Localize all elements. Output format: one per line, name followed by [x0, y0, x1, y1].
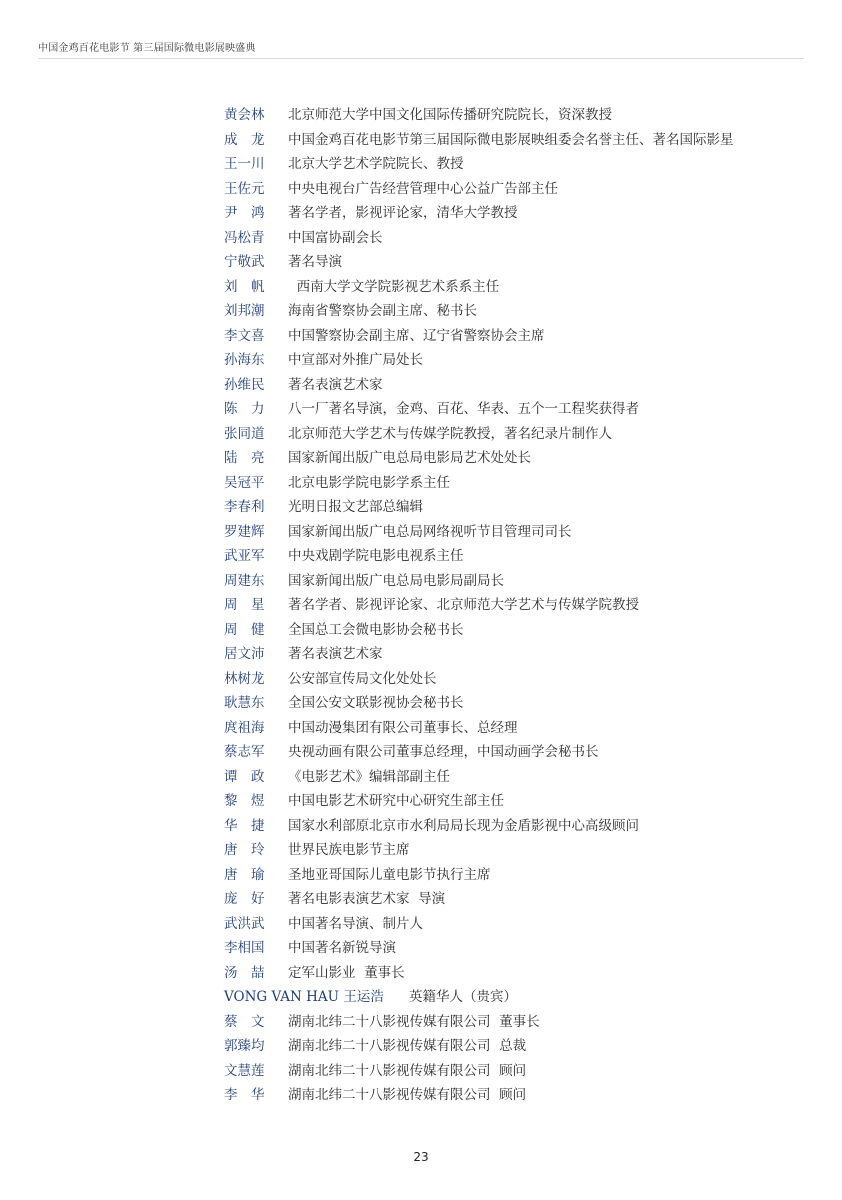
member-row	[224, 397, 814, 422]
member-row	[224, 446, 814, 471]
member-row	[224, 495, 814, 520]
member-name: 汤 喆	[224, 964, 265, 981]
member-row	[224, 348, 814, 373]
member-title: 国家新闻出版广电总局电影局艺术处处长	[288, 450, 531, 466]
member-name: 耿慧东	[224, 695, 265, 711]
member-title: 著名表演艺术家	[288, 376, 383, 393]
member-name: 蔡 文	[224, 1013, 265, 1030]
member-title: 中国金鸡百花电影节第三届国际微电影展映组委会名誉主任、著名国际影星	[288, 131, 734, 148]
member-name: 庹祖海	[224, 719, 265, 736]
member-title: 国家水利部原北京市水利局局长现为金盾影视中心高级顾问	[288, 817, 639, 834]
member-title: 英籍华人（贵宾）	[391, 989, 518, 1005]
member-title: 中国电影艺术研究中心研究生部主任	[288, 793, 504, 809]
member-row	[224, 593, 814, 618]
member-row	[224, 569, 814, 594]
member-title: 著名电影表演艺术家 导演	[288, 891, 446, 907]
member-title: 八一厂著名导演，金鸡、百花、华表、五个一工程奖获得者	[288, 401, 639, 417]
member-row	[224, 691, 814, 716]
member-title: 西南大学文学院影视艺术系系主任	[288, 278, 500, 295]
member-title: 中宣部对外推广局处长	[288, 352, 423, 368]
member-row	[224, 226, 814, 251]
member-name: 李春利	[224, 499, 265, 515]
member-title: 北京师范大学艺术与传媒学院教授，著名纪录片制作人	[288, 425, 612, 442]
member-row	[224, 1059, 814, 1084]
member-name: 唐 瑜	[224, 866, 265, 883]
member-name: 陈 力	[224, 401, 265, 417]
member-row	[224, 520, 814, 545]
member-row	[224, 128, 814, 153]
member-name: 林树龙	[224, 670, 265, 687]
member-name: 吴冠平	[224, 474, 265, 491]
member-title: 中央电视台广告经营管理中心公益广告部主任	[288, 180, 558, 197]
page-header: 中国金鸡百花电影节 第三届国际微电影展映盛典	[38, 43, 256, 54]
member-name: 居文沛	[224, 646, 265, 662]
member-name: 张同道	[224, 425, 265, 442]
member-title: 定军山影业 董事长	[288, 964, 405, 981]
member-title: 北京电影学院电影学系主任	[288, 474, 450, 491]
member-title: 光明日报文艺部总编辑	[288, 499, 423, 515]
member-name: 冯松青	[224, 229, 265, 246]
member-name: 郭臻均	[224, 1038, 265, 1054]
member-title: 中国著名导演、制片人	[288, 915, 423, 932]
member-name: 华 捷	[224, 817, 265, 834]
member-title: 中央戏剧学院电影电视系主任	[288, 548, 464, 564]
member-row	[224, 544, 814, 569]
member-name: 尹 鸿	[224, 205, 265, 221]
member-name: 宁敬武	[224, 254, 265, 270]
member-name: 李 华	[224, 1087, 265, 1103]
member-title: 央视动画有限公司董事总经理，中国动画学会秘书长	[288, 744, 599, 760]
member-title: 湖南北纬二十八影视传媒有限公司 董事长	[288, 1013, 540, 1030]
member-name: 唐 玲	[224, 842, 265, 858]
member-row	[224, 1010, 814, 1035]
member-name: 庞 好	[224, 891, 265, 907]
member-name: 罗建辉	[224, 523, 265, 540]
member-row	[224, 789, 814, 814]
member-name: 蔡志军	[224, 744, 265, 760]
member-title: 著名表演艺术家	[288, 646, 383, 662]
member-name: 刘邦潮	[224, 303, 265, 319]
member-row	[224, 471, 814, 496]
member-row	[224, 863, 814, 888]
member-name: 谭 政	[224, 768, 265, 785]
member-title: 公安部宣传局文化处处长	[288, 670, 437, 687]
member-name: 黄会林	[224, 107, 265, 123]
member-title: 著名导演	[288, 254, 342, 270]
member-row	[224, 1083, 814, 1108]
member-row	[224, 887, 814, 912]
member-title: 湖南北纬二十八影视传媒有限公司 总裁	[288, 1038, 527, 1054]
member-name: 周 星	[224, 597, 265, 613]
member-row	[224, 373, 814, 398]
member-name: 武亚军	[224, 548, 265, 564]
member-row	[224, 201, 814, 226]
member-name: 文慧莲	[224, 1062, 265, 1079]
member-name: 成 龙	[224, 131, 265, 148]
member-row	[224, 275, 814, 300]
page-number: 23	[413, 1150, 429, 1164]
member-row	[224, 422, 814, 447]
member-row	[224, 961, 814, 986]
member-row	[224, 103, 814, 128]
member-title: 著名学者，影视评论家，清华大学教授	[288, 205, 518, 221]
member-row	[224, 250, 814, 275]
member-title: 著名学者、影视评论家、北京师范大学艺术与传媒学院教授	[288, 597, 639, 613]
member-name: 孙维民	[224, 376, 265, 393]
member-row	[224, 642, 814, 667]
member-title: 北京大学艺术学院院长、教授	[288, 156, 464, 172]
member-name: 王一川	[224, 156, 265, 172]
member-list	[224, 103, 814, 1108]
member-name: 孙海东	[224, 352, 265, 368]
member-row	[224, 324, 814, 349]
member-row	[224, 177, 814, 202]
member-name: VONG VAN HAU 王运浩	[224, 989, 384, 1005]
member-name: 武洪武	[224, 915, 265, 932]
member-title: 中国动漫集团有限公司董事长、总经理	[288, 719, 518, 736]
member-name: 王佐元	[224, 180, 265, 197]
member-name: 黎 煜	[224, 793, 265, 809]
member-row	[224, 740, 814, 765]
member-row	[224, 152, 814, 177]
member-title: 《电影艺术》编辑部副主任	[288, 768, 450, 785]
member-row	[224, 838, 814, 863]
member-name: 周建东	[224, 572, 265, 589]
member-row	[224, 936, 814, 961]
member-title: 世界民族电影节主席	[288, 842, 410, 858]
member-name: 李文喜	[224, 327, 265, 344]
member-row	[224, 667, 814, 692]
member-row	[224, 814, 814, 839]
member-name: 周 健	[224, 621, 265, 638]
member-row	[224, 765, 814, 790]
member-row	[224, 716, 814, 741]
member-title: 全国总工会微电影协会秘书长	[288, 621, 464, 638]
member-row	[224, 618, 814, 643]
member-title: 北京师范大学中国文化国际传播研究院院长，资深教授	[288, 107, 612, 123]
header-divider	[38, 58, 804, 59]
member-row	[224, 985, 814, 1010]
member-title: 海南省警察协会副主席、秘书长	[288, 303, 477, 319]
member-name: 李相国	[224, 940, 265, 956]
member-title: 国家新闻出版广电总局电影局副局长	[288, 572, 504, 589]
member-title: 中国警察协会副主席、辽宁省警察协会主席	[288, 327, 545, 344]
member-row	[224, 299, 814, 324]
member-name: 刘 帆	[224, 278, 265, 295]
member-title: 全国公安文联影视协会秘书长	[288, 695, 464, 711]
member-title: 国家新闻出版广电总局网络视听节目管理司司长	[288, 523, 572, 540]
member-title: 湖南北纬二十八影视传媒有限公司 顾问	[288, 1062, 527, 1079]
member-title: 中国富协副会长	[288, 229, 383, 246]
member-row	[224, 912, 814, 937]
member-name: 陆 亮	[224, 450, 265, 466]
member-title: 湖南北纬二十八影视传媒有限公司 顾问	[288, 1087, 527, 1103]
member-row	[224, 1034, 814, 1059]
member-title: 圣地亚哥国际儿童电影节执行主席	[288, 866, 491, 883]
member-title: 中国著名新锐导演	[288, 940, 396, 956]
